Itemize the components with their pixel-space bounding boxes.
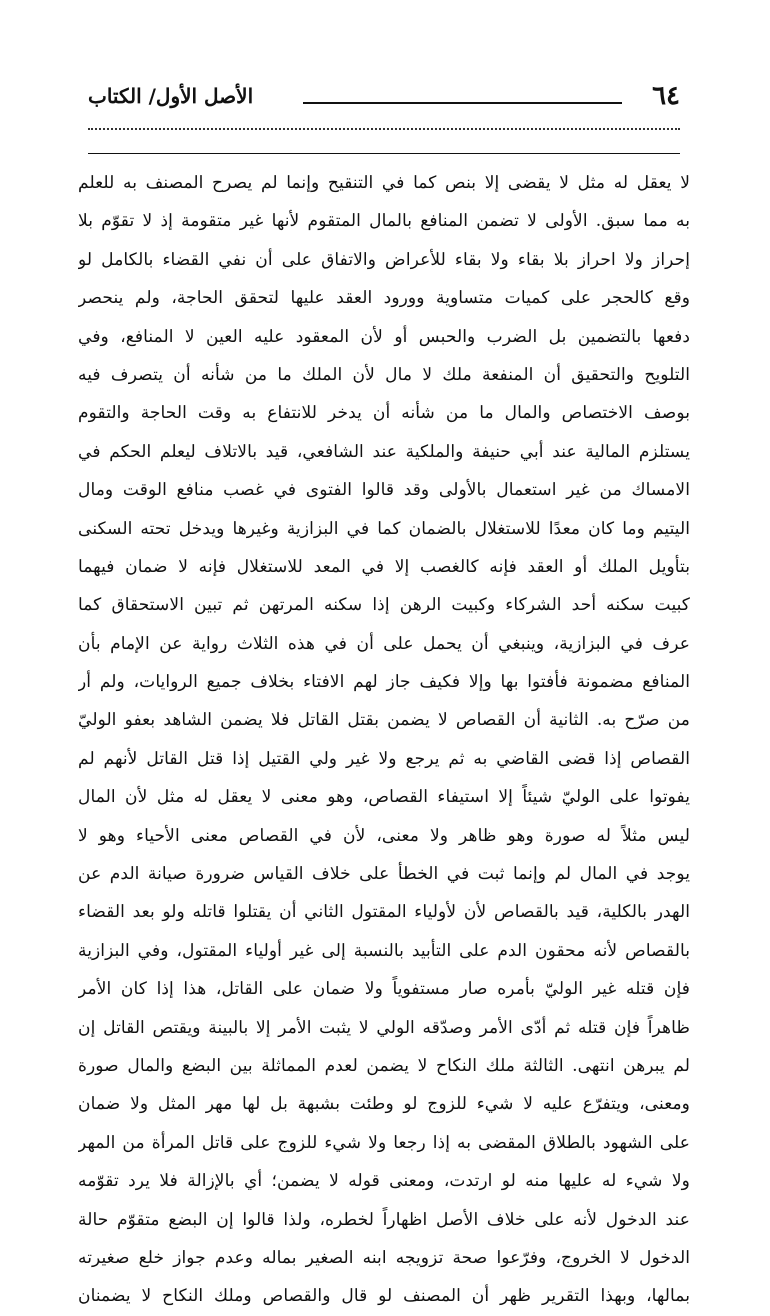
text-line: بمالها، وبهذا التقرير ظهر أن المصنف لو قال والقصاص وملك النكاح لا يضمنان — [78, 1286, 690, 1307]
text-line: عند الدخول لأنه على خلاف الأصل اظهاراً لخطره، ولذا قالوا إن البضع متقوّم حالة — [78, 1209, 690, 1230]
text-line: لا يعقل له مثل لا يقضى إلا بنص كما في التنقيح وإنما لم يصرح المصنف به للعلم — [78, 173, 690, 193]
text-line: ظاهراً فإن قتله ثم أدّى الأمر وصدّقه الولي لا يثبت الأمر إلا بالبينة ويقتص القاتل إن — [78, 1017, 690, 1038]
text-line: لم يبرهن انتهى. الثالثة ملك النكاح لا يضمن لعدم المماثلة بين البضع والمال صورة — [78, 1055, 690, 1076]
text-line: وقع كالحجر على كميات متساوية وورود العقد عليها لتحقق الحاجة، ولم ينحصر — [78, 288, 690, 309]
text-line: فإن قتله غير الوليّ بأمره صار مستفوياً ولا ضمان على القاتل، هذا إذا كان الأمر — [78, 979, 690, 1000]
text-line: به مما سبق. الأولى لا تضمن المنافع بالمال المتقوم لأنها غير متقومة إذ لا تقوّم بلا — [78, 211, 690, 232]
text-line: يستلزم المالية عند أبي حنيفة والملكية عند الشافعي، قيد بالاتلاف ليعلم الحكم في — [78, 441, 690, 462]
text-line: الهدر بالكلية، قيد بالقصاص لأن لأولياء المقتول الثاني أن يقتلوا قاتله ولو بعد القضاء — [78, 902, 690, 923]
page-number: ٦٤ — [652, 81, 680, 111]
page-header — [88, 78, 680, 114]
text-line: الدخول لا الخروج، وفرّعوا صحة تزويجه ابنه الصغير بماله وعدم جواز خلع صغيرته — [78, 1247, 690, 1268]
text-line: بالقصاص لأنه محقون الدم على التأبيد بالنسبة إلى غير أولياء المقتول، وفي البزازية — [78, 940, 690, 961]
text-line: ليس مثلاً له صورة وهو ظاهر ولا معنى، لأن في القصاص معنى الأحياء وهو لا — [78, 825, 690, 846]
text-line: كبيت سكنه أحد الشركاء وكبيت الرهن إذا سكنه المرتهن ثم تبين الاستحقاق كما — [78, 595, 690, 616]
text-line: الامساك من غير استعمال بالأولى وقد قالوا الفتوى في غصب منافع الوقت ومال — [78, 480, 690, 501]
text-line: إحراز ولا احراز بلا بقاء ولا بقاء للأعراض والاتفاق على أن نفي القضاء بالكامل لو — [78, 249, 690, 270]
body-text — [78, 164, 690, 1316]
text-line: التلويح والتحقيق أن المنفعة ملك لا مال لأن الملك ما من شأنه أن يتصرف فيه — [78, 364, 690, 385]
text-line: يفوتوا على الوليّ شيئاً إلا استيفاء القصاص، وهو معنى لا يعقل له مثل لأن المال — [78, 787, 690, 808]
text-line: عرف في البزازية، وينبغي أن يحمل على أن في هذه الثلاث رواية عن الإمام بأن — [78, 633, 690, 654]
text-line: اليتيم وما كان معدًا للاستغلال بالضمان كما في البزازية وغيرها ويدخل تحته السكنى — [78, 518, 690, 539]
running-title: الأصل الأول/ الكتاب — [88, 84, 254, 108]
text-line: من صرّح به. الثانية أن القصاص لا يضمن بقتل القاتل فلا يضمن الشاهد بعفو الوليّ — [78, 710, 690, 731]
text-line: القصاص إذا قضى القاضي به ثم يرجع ولا غير ولي القتيل إذا قتل القاتل لأنهم لم — [78, 748, 690, 769]
solid-separator — [88, 153, 680, 154]
text-line: يوجد في المال لم وإنما ثبت في الخطأ على خلاف القياس ضرورة صيانة الدم عن — [78, 864, 690, 885]
text-line: المنافع مضمونة فأفتوا بها وإلا فكيف جاز لهم الافتاء بخلاف جميع الروايات، ولم أر — [78, 672, 690, 693]
dotted-separator — [88, 128, 680, 130]
text-line: دفعها بالتضمين بل الضرب والحبس أو لأن المعقود عليه العين لا المنافع، وفي — [78, 326, 690, 347]
text-line: ولا شيء له عليها منه لو ارتدت، ومعنى قوله لا يضمن؛ أي بالإزالة فلا يرد تقوّمه — [78, 1171, 690, 1192]
text-line: بوصف الاختصاص والمال ما من شأنه أن يدخر للانتفاع به وقت الحاجة والتقوم — [78, 403, 690, 424]
header-rule — [303, 102, 622, 104]
text-line: على الشهود بالطلاق المقضى به إذا رجعا ولا شيء للزوج على قاتل المرأة من المهر — [78, 1132, 690, 1153]
text-line: ومعنى، ويتفرّع عليه لا شيء للزوج لو وطئت بشبهة بل لها مهر المثل ولا ضمان — [78, 1094, 690, 1115]
text-line: بتأويل الملك أو العقد فإنه كالغصب إلا في المعد للاستغلال فإنه لا ضمان فيهما — [78, 556, 690, 577]
